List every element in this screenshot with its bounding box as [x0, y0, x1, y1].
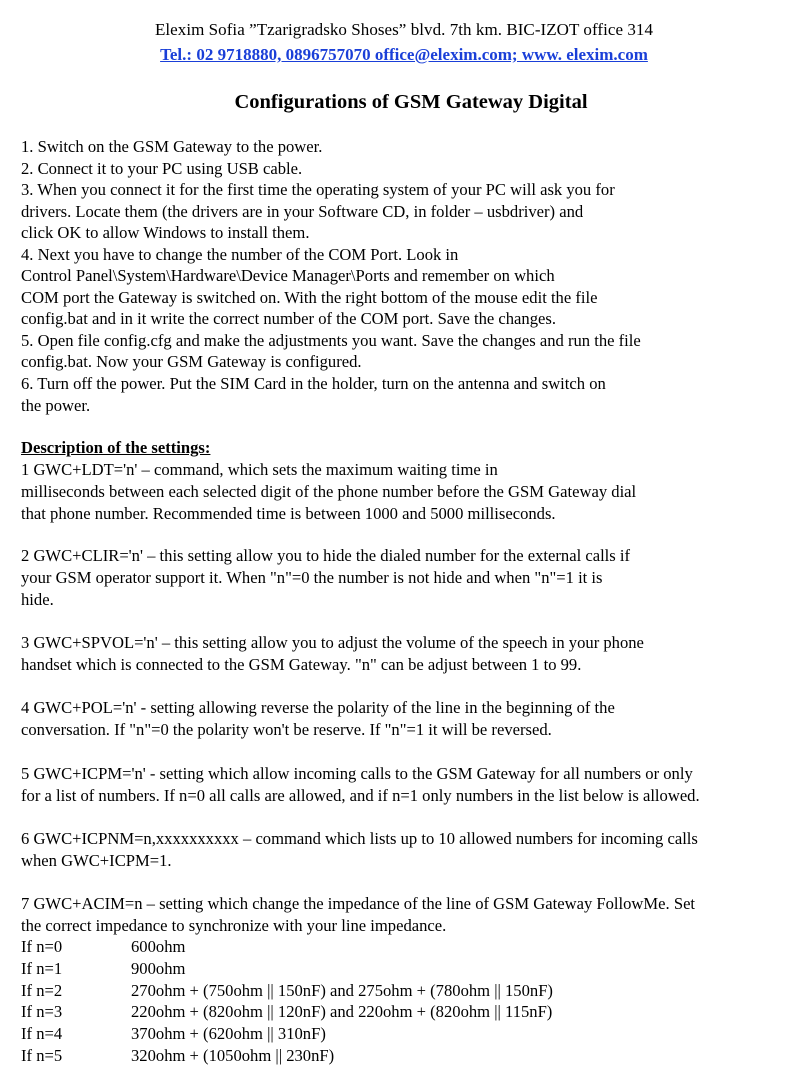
impedance-condition: If n=1 — [21, 959, 63, 978]
impedance-value: 220ohm + (820ohm || 120nF) and 220ohm + (820ohm || 115nF) — [131, 1002, 553, 1021]
setting-line: 2 GWC+CLIR='n' – this setting allow you to hide the dialed number for the external calls if — [21, 546, 631, 565]
step-line: COM port the Gateway is switched on. With the right bottom of the mouse edit the file — [21, 288, 598, 307]
impedance-condition: If n=0 — [21, 937, 63, 956]
setting-line: 6 GWC+ICPNM=n,xxxxxxxxxx – command which lists up to 10 allowed numbers for incoming calls — [21, 829, 698, 848]
setting-line: the correct impedance to synchronize with your line impedance. — [21, 916, 447, 935]
settings-heading: Description of the settings: — [21, 438, 211, 457]
setting-line: conversation. If "n"=0 the polarity won't be reserve. If "n"=1 it will be reversed. — [21, 720, 552, 739]
setting-line: when GWC+ICPM=1. — [21, 851, 172, 870]
step-line: Control Panel\System\Hardware\Device Manager\Ports and remember on which — [21, 266, 555, 285]
setting-line: milliseconds between each selected digit of the phone number before the GSM Gateway dial — [21, 482, 637, 501]
impedance-condition: If n=3 — [21, 1002, 63, 1021]
step-line: config.bat. Now your GSM Gateway is configured. — [21, 352, 362, 371]
setting-line: that phone number. Recommended time is between 1000 and 5000 milliseconds. — [21, 504, 556, 523]
setting-line: hide. — [21, 590, 54, 609]
setting-line: for a list of numbers. If n=0 all calls are allowed, and if n=1 only numbers in the list below is allowed. — [21, 786, 700, 805]
step-line: click OK to allow Windows to install them. — [21, 223, 310, 242]
impedance-value: 320ohm + (1050ohm || 230nF) — [131, 1046, 335, 1065]
step-line: 2. Connect it to your PC using USB cable. — [21, 159, 303, 178]
setting-line: 7 GWC+ACIM=n – setting which change the impedance of the line of GSM Gateway FollowMe. Set — [21, 894, 696, 913]
impedance-condition: If n=2 — [21, 981, 63, 1000]
setting-line: 5 GWC+ICPM='n' - setting which allow incoming calls to the GSM Gateway for all numbers or only — [21, 764, 693, 783]
step-line: the power. — [21, 396, 91, 415]
impedance-condition: If n=4 — [21, 1024, 63, 1043]
setting-line: 1 GWC+LDT='n' – command, which sets the maximum waiting time in — [21, 460, 498, 479]
setting-line: 4 GWC+POL='n' - setting allowing reverse the polarity of the line in the beginning of the — [21, 698, 615, 717]
impedance-value: 900ohm — [131, 959, 186, 978]
impedance-condition: If n=5 — [21, 1046, 63, 1065]
impedance-value: 270ohm + (750ohm || 150nF) and 275ohm + (780ohm || 150nF) — [131, 981, 553, 1000]
contact-links[interactable]: Tel.: 02 9718880, 0896757070 office@elexim.com; www. elexim.com — [160, 45, 648, 64]
impedance-value: 370ohm + (620ohm || 310nF) — [131, 1024, 326, 1043]
step-line: drivers. Locate them (the drivers are in your Software CD, in folder – usbdriver) and — [21, 202, 584, 221]
setting-line: handset which is connected to the GSM Gateway. "n" can be adjust between 1 to 99. — [21, 655, 582, 674]
page-title: Configurations of GSM Gateway Digital — [234, 91, 588, 113]
setting-line: your GSM operator support it. When "n"=0 the number is not hide and when "n"=1 it is — [21, 568, 603, 587]
step-line: config.bat and in it write the correct number of the COM port. Save the changes. — [21, 309, 556, 328]
step-line: 1. Switch on the GSM Gateway to the power. — [21, 137, 323, 156]
step-line: 5. Open file config.cfg and make the adjustments you want. Save the changes and run the file — [21, 331, 641, 350]
setting-line: 3 GWC+SPVOL='n' – this setting allow you to adjust the volume of the speech in your phone — [21, 633, 644, 652]
impedance-value: 600ohm — [131, 937, 186, 956]
step-line: 6. Turn off the power. Put the SIM Card in the holder, turn on the antenna and switch on — [21, 374, 606, 393]
step-line: 3. When you connect it for the first time the operating system of your PC will ask you for — [21, 180, 615, 199]
step-line: 4. Next you have to change the number of the COM Port. Look in — [21, 245, 459, 264]
company-address: Elexim Sofia ”Tzarigradsko Shoses” blvd. 7th km. BIC-IZOT office 314 — [154, 20, 654, 39]
